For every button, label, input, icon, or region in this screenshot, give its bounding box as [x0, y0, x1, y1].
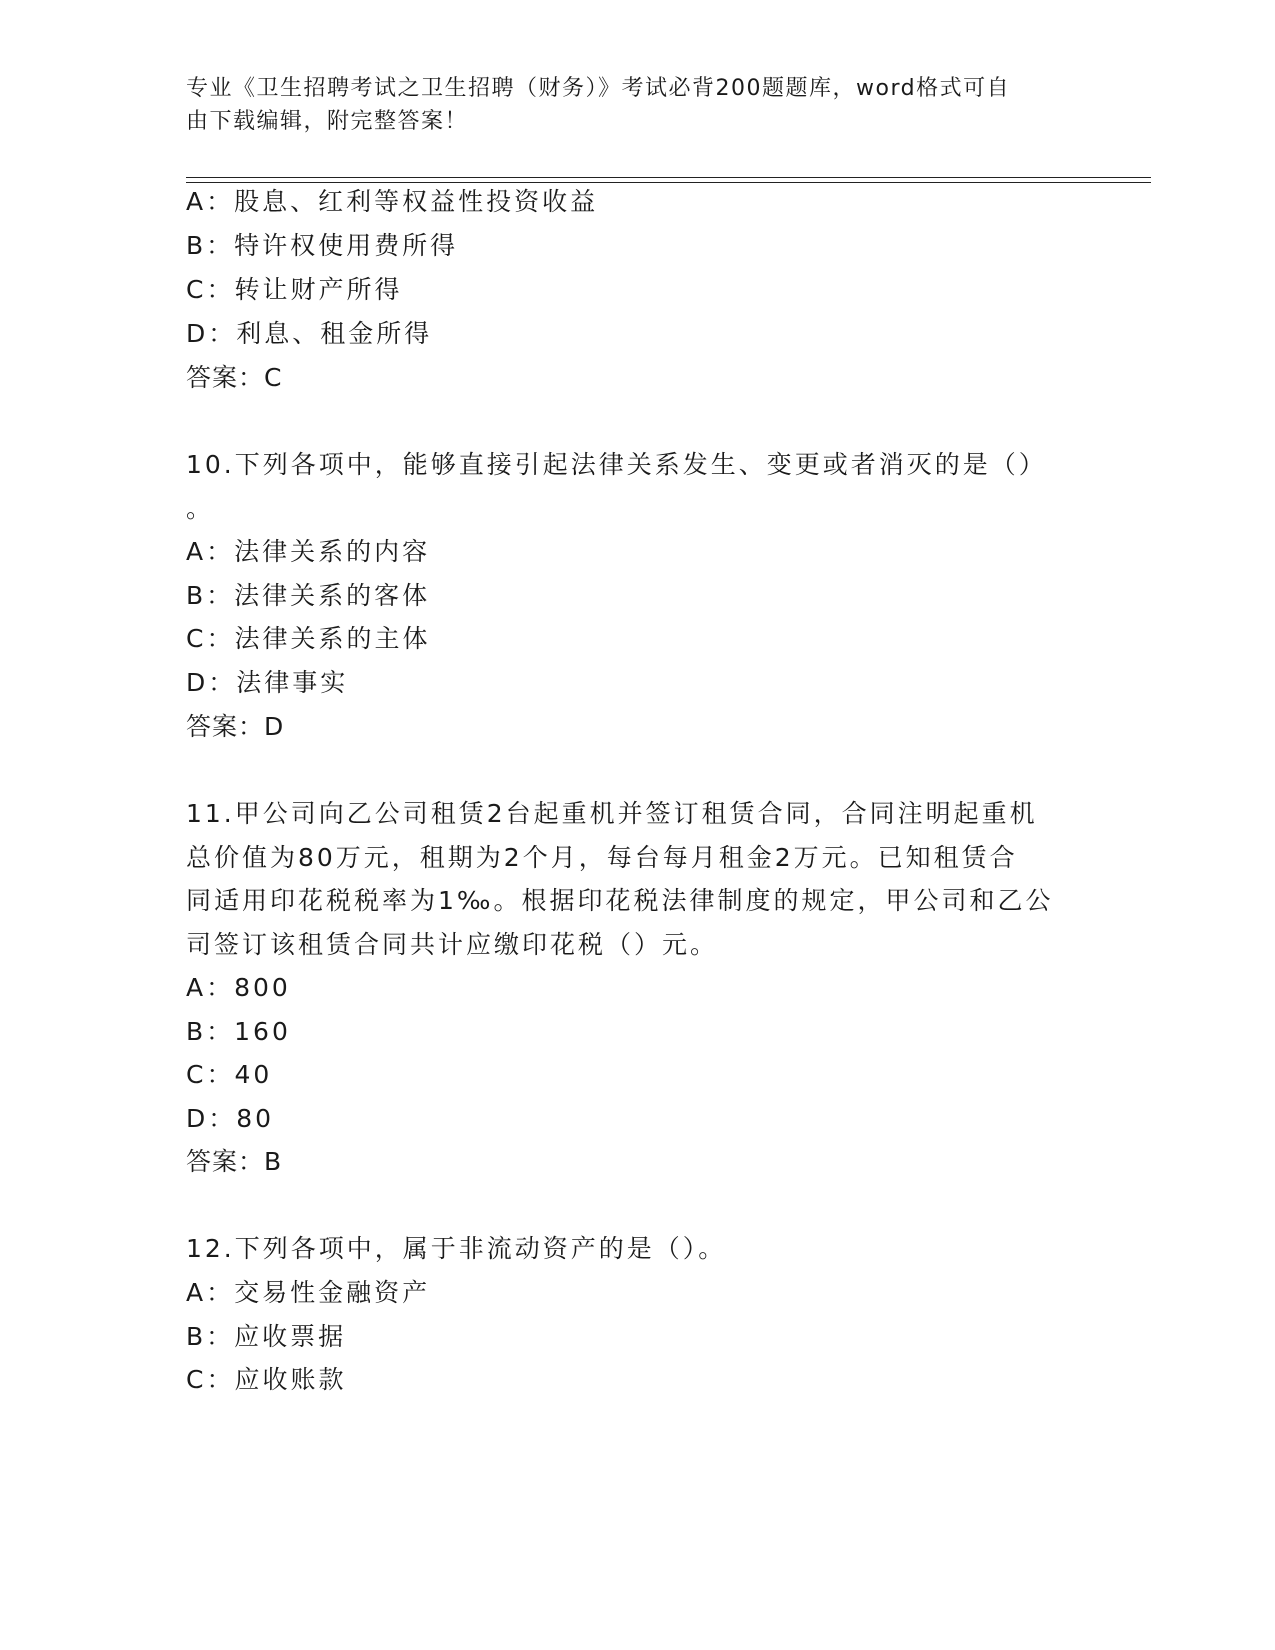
header-line-1: 专业《卫生招聘考试之卫生招聘（财务）》考试必背200题题库，word格式可自: [186, 76, 1011, 101]
q10-option-c: C：法律关系的主体: [186, 624, 431, 653]
document-header: [186, 72, 1076, 138]
q11-stem-line-2: 总价值为80万元，租期为2个月，每台每月租金2万元。已知租赁合: [186, 843, 1018, 872]
q9-option-c: C：转让财产所得: [186, 275, 403, 304]
q11-stem-line-4: 司签订该租赁合同共计应缴印花税（）元。: [186, 930, 719, 959]
header-rule-bottom: [186, 182, 1151, 183]
q11-stem-line-1: 11.甲公司向乙公司租赁2台起重机并签订租赁合同，合同注明起重机: [186, 799, 1038, 828]
q11-option-a: A：800: [186, 973, 291, 1002]
q9-answer: 答案：C: [186, 363, 283, 392]
q9-option-b: B：特许权使用费所得: [186, 231, 459, 260]
q10-option-b: B：法律关系的客体: [186, 581, 431, 610]
q11-option-c: C：40: [186, 1060, 273, 1089]
q12-option-a: A：交易性金融资产: [186, 1278, 431, 1307]
q9-option-a: A：股息、红利等权益性投资收益: [186, 187, 599, 216]
q10-answer: 答案：D: [186, 712, 285, 741]
q11-stem-line-3: 同适用印花税税率为1‰。根据印花税法律制度的规定，甲公司和乙公: [186, 886, 1054, 915]
q11-option-d: D：80: [186, 1104, 275, 1133]
q12-option-c: C：应收账款: [186, 1365, 347, 1394]
q10-stem-line-1: 10.下列各项中，能够直接引起法律关系发生、变更或者消灭的是（）: [186, 450, 1047, 479]
q10-option-a: A：法律关系的内容: [186, 537, 431, 566]
q9-option-d: D：利息、租金所得: [186, 319, 433, 348]
q10-option-d: D：法律事实: [186, 668, 349, 697]
q11-option-b: B：160: [186, 1017, 291, 1046]
header-rule-top: [186, 177, 1151, 178]
q11-answer: 答案：B: [186, 1147, 283, 1176]
q12-option-b: B：应收票据: [186, 1322, 347, 1351]
header-line-2: 由下载编辑，附完整答案！: [186, 109, 469, 134]
q12-stem-line-1: 12.下列各项中，属于非流动资产的是（）。: [186, 1234, 727, 1263]
q10-stem-line-2: 。: [186, 494, 215, 523]
